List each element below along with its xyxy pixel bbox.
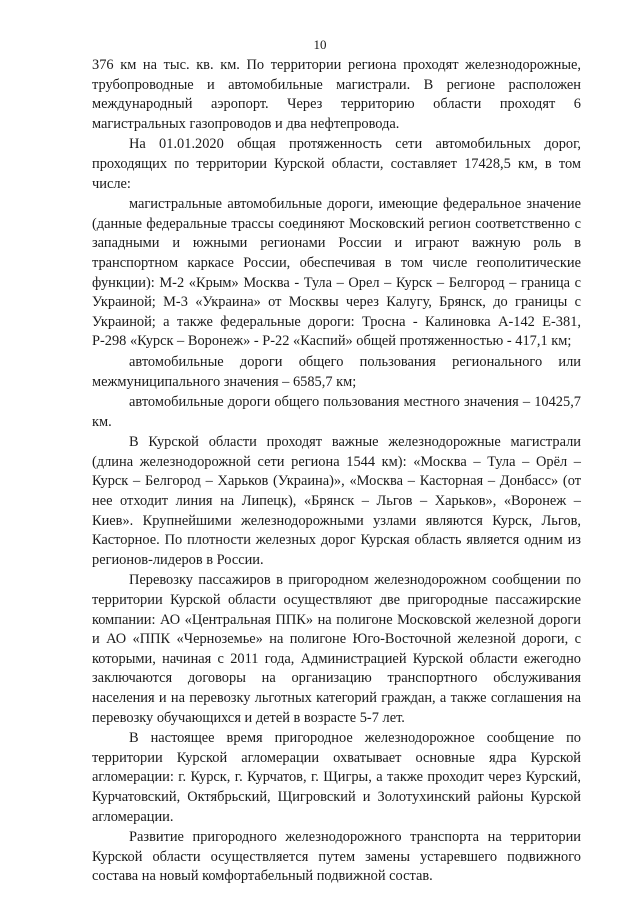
body-text bbox=[92, 56, 581, 888]
paragraph-7: Перевозку пассажиров в пригородном железнодорожном сообщении по территории Курской области осуществляют две пригородные пассажирские компании: АО «Центральная ППК» на полигоне Московской железной дороги и АО «ППК «Черноземье» на полигоне Юго-Восточной железной дороги, с которыми, начиная с 2011 года, Администрацией Курской области ежегодно заключаются договоры на организацию транспортного обслуживания населения и на перевозку льготных категорий граждан, а также соглашения на перевозку обучающихся и детей в возрасте 5-7 лет. bbox=[92, 572, 581, 726]
paragraph-6: В Курской области проходят важные железнодорожные магистрали (длина железнодорожной сети региона 1544 км): «Москва – Тула – Орёл – Курск – Белгород – Харьков (Украина)», «Москва – Касторная – Донбасс» (от нее отходит линия на Липецк), «Брянск – Льгов – Харьков», «Воронеж – Киев». Крупнейшими железнодорожными узлами являются Курск, Льгов, Касторное. По плотности железных дорог Курская область является одним из регионов-лидеров в России. bbox=[92, 434, 581, 568]
paragraph-5: автомобильные дороги общего пользования местного значения – 10425,7 км. bbox=[92, 394, 581, 430]
paragraph-8: В настоящее время пригородное железнодорожное сообщение по территории Курской агломерации охватывает основные ядра Курской агломерации: г. Курск, г. Курчатов, г. Щигры, а также проходит через Курский, Курчатовский, Октябрьский, Щигровский и Золотухинский районы Курской агломерации. bbox=[92, 730, 581, 825]
paragraph-3: магистральные автомобильные дороги, имеющие федеральное значение (данные федеральные трассы соединяют Московский регион соответственно с западными и южными регионами России и играют важную роль в транспортном каркасе России, обеспечивая в том числе геополитические функции): М-2 «Крым» Москва - Тула – Орел – Курск – Белгород – граница с Украиной; М-3 «Украина» от Москвы через Калугу, Брянск, до границы с Украиной; а также федеральные дороги: Тросна - Калиновка А-142 Е-381, Р-298 «Курск – Воронеж» - Р-22 «Каспий» общей протяженностью - 417,1 км; bbox=[92, 196, 581, 350]
paragraph-9: Развитие пригородного железнодорожного транспорта на территории Курской области осуществляется путем замены устаревшего подвижного состава на новый комфортабельный подвижной состав. bbox=[92, 829, 581, 885]
page-number: 10 bbox=[313, 37, 327, 52]
paragraph-2: На 01.01.2020 общая протяженность сети автомобильных дорог, проходящих по территории Курской области, составляет 17428,5 км, в том числе: bbox=[92, 136, 581, 192]
paragraph-4: автомобильные дороги общего пользования регионального или межмуниципального значения – 6585,7 км; bbox=[92, 353, 581, 390]
paragraph-1: 376 км на тыс. кв. км. По территории региона проходят железнодорожные, трубопроводные и автомобильные магистрали. В регионе расположен международный аэропорт. Через территорию области проходят 6 магистральных газопроводов и два нефтепровода. bbox=[92, 57, 581, 132]
